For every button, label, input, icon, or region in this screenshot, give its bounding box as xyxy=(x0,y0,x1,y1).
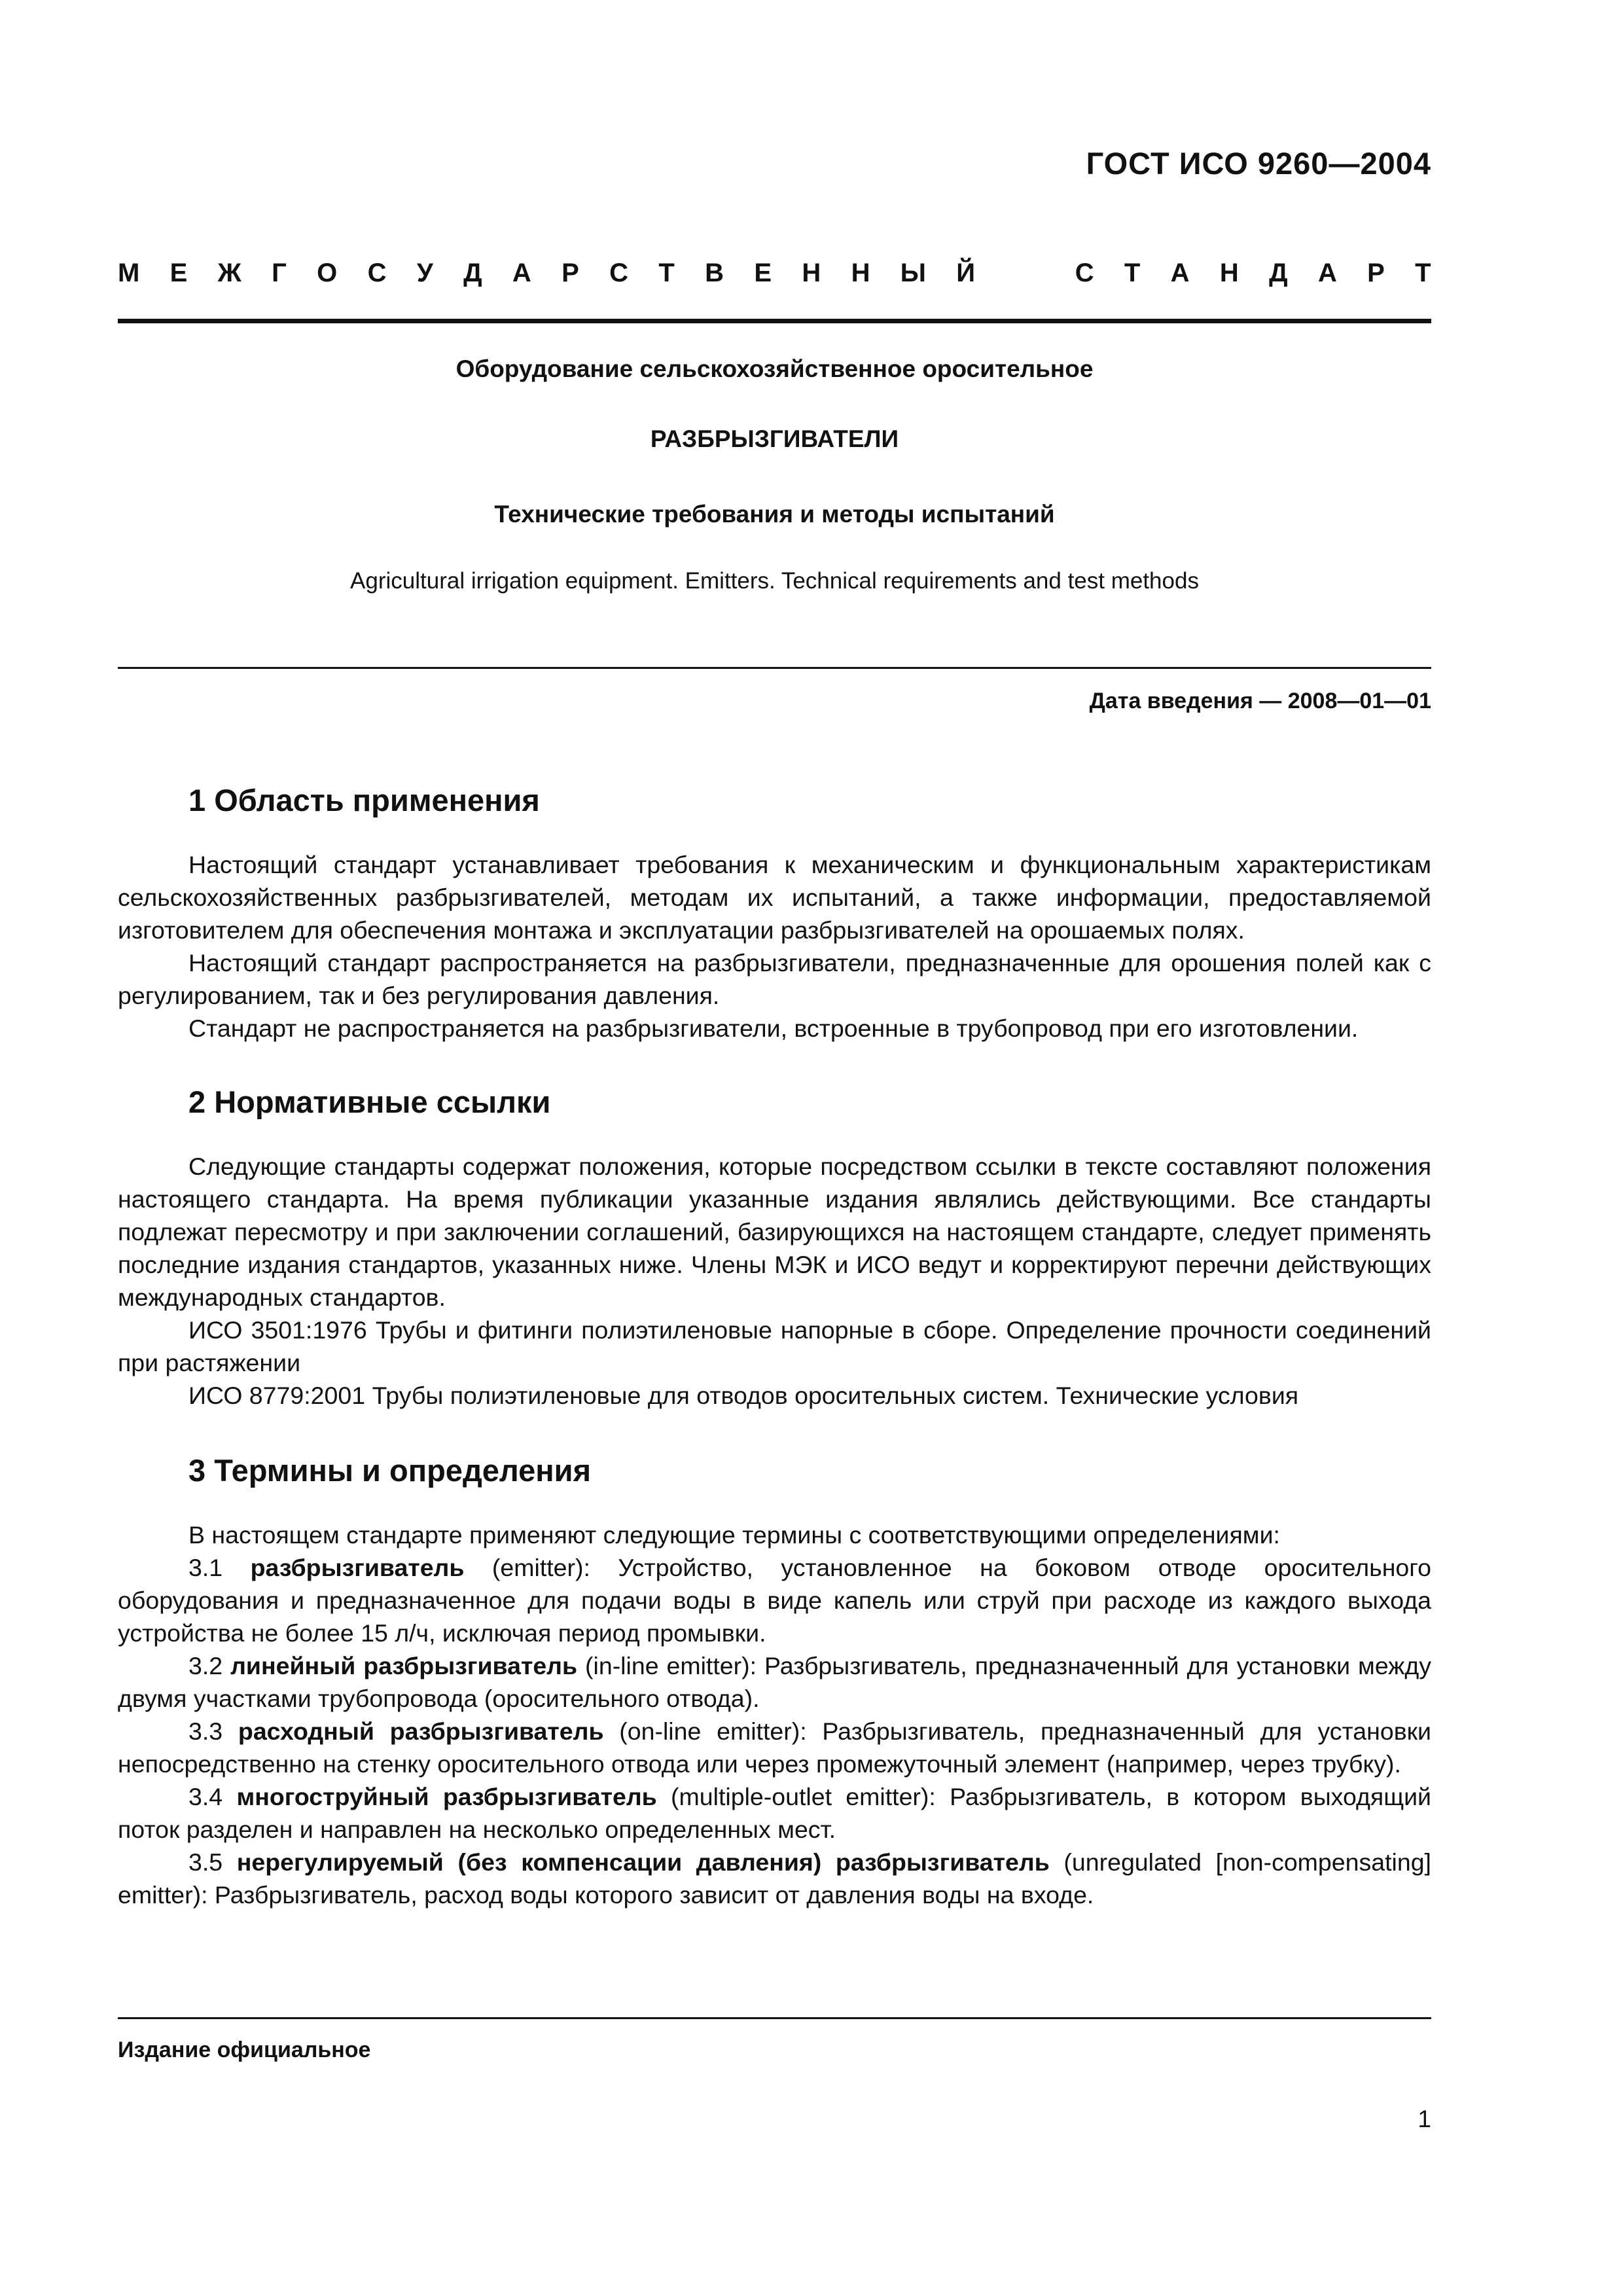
section-3-intro: В настоящем стандарте применяют следующие термины с соответствующими определениями: xyxy=(188,1521,1280,1549)
title-line-3: Технические требования и методы испытаний xyxy=(494,501,1055,528)
standard-type-letter: В xyxy=(705,259,724,287)
term-number: 3.1 xyxy=(188,1554,251,1581)
section-2-reference: ИСО 3501:1976 Трубы и фитинги полиэтиленовые напорные в сборе. Определение прочности соединений при растяжении xyxy=(118,1316,1431,1376)
term-definition xyxy=(118,1780,1431,1846)
official-edition-label: Издание официальное xyxy=(118,2037,371,2062)
standard-type-letter: С xyxy=(1075,259,1094,287)
term-text: (emitter): Устройство, установленное на боковом отводе оросительного оборудования и предназначенное для подачи воды в виде капель или струй при расходе из каждого выхода устройства не более 15 л/ч, исключая период промывки. xyxy=(118,1554,1431,1647)
document-body xyxy=(118,782,1431,1911)
standard-type-letter: А xyxy=(512,259,531,287)
standard-type-letter: Н xyxy=(1219,259,1239,287)
standard-type-letter: Н xyxy=(802,259,821,287)
term-definition xyxy=(118,1715,1431,1780)
title-divider xyxy=(118,667,1431,669)
title-line-1: Оборудование сельскохозяйственное оросительное xyxy=(455,355,1094,382)
standard-type-letter: С xyxy=(609,259,629,287)
term-text: (on-line emitter): Разбрызгиватель, предназначенный для установки непосредственно на стенку оросительного отвода или через промежуточный элемент (например, через трубку). xyxy=(118,1717,1431,1778)
term-number: 3.2 xyxy=(188,1652,231,1679)
standard-type-letter: М xyxy=(118,259,140,287)
document-id: ГОСТ ИСО 9260—2004 xyxy=(1086,146,1431,181)
standard-type-heading xyxy=(118,259,1431,288)
header-divider xyxy=(118,319,1431,323)
section-3-heading: 3 Термины и определения xyxy=(188,1453,591,1488)
standard-type-letter: Т xyxy=(1415,259,1431,287)
page-number: 1 xyxy=(1418,2106,1431,2132)
term-definition xyxy=(118,1649,1431,1715)
section-1-paragraph: Настоящий стандарт устанавливает требования к механическим и функциональным характеристикам сельскохозяйственных разбрызгивателей, методам их испытаний, а также информации, предоставляемой изготовителем для обеспечения монтажа и эксплуатации разбрызгивателей на орошаемых полях. xyxy=(118,851,1431,944)
standard-type-letter: Е xyxy=(754,259,772,287)
footer-divider xyxy=(118,2017,1431,2019)
term-name: нерегулируемый (без компенсации давления) разбрызгиватель xyxy=(236,1848,1050,1876)
introduction-date: Дата введения — 2008—01—01 xyxy=(1089,689,1431,713)
section-2-reference: ИСО 8779:2001 Трубы полиэтиленовые для отводов оросительных систем. Технические условия xyxy=(188,1382,1299,1409)
term-definition xyxy=(118,1846,1431,1911)
standard-type-letter: Й xyxy=(956,259,976,287)
standard-type-letter: А xyxy=(1317,259,1337,287)
term-text: (in-line emitter): Разбрызгиватель, предназначенный для установки между двумя участками трубопровода (оросительного отвода). xyxy=(118,1652,1431,1712)
term-name: разбрызгиватель xyxy=(250,1554,465,1581)
term-text: (multiple-outlet emitter): Разбрызгиватель, в котором выходящий поток разделен и направлен на несколько определенных мест. xyxy=(118,1783,1431,1843)
term-number: 3.4 xyxy=(188,1783,237,1810)
standard-type-letter: Т xyxy=(1124,259,1141,287)
section-1-paragraph: Настоящий стандарт распространяется на разбрызгиватели, предназначенные для орошения полей как с регулированием, так и без регулирования давления. xyxy=(118,949,1431,1009)
standard-type-letter: А xyxy=(1170,259,1190,287)
term-name: расходный разбрызгиватель xyxy=(238,1717,604,1745)
section-1-paragraph: Стандарт не распространяется на разбрызгиватели, встроенные в трубопровод при его изготовлении. xyxy=(188,1014,1359,1042)
section-1-heading: 1 Область применения xyxy=(188,783,540,817)
term-number: 3.3 xyxy=(188,1717,238,1745)
term-name: линейный разбрызгиватель xyxy=(230,1652,578,1679)
standard-type-letter: Д xyxy=(1269,259,1288,287)
term-name: многоструйный разбрызгиватель xyxy=(236,1783,657,1810)
term-definition xyxy=(118,1551,1431,1649)
standard-type-letter: Е xyxy=(169,259,188,287)
standard-type-letter: Д xyxy=(463,259,482,287)
standard-type-letter: Г xyxy=(272,259,287,287)
term-number: 3.5 xyxy=(188,1848,237,1876)
section-2-paragraph: Следующие стандарты содержат положения, которые посредством ссылки в тексте составляют положения настоящего стандарта. На время публикации указанные издания являлись действующими. Все стандарты подлежат пересмотру и при заключении соглашений, базирующихся на настоящем стандарте, следует применять последние издания стандартов, указанных ниже. Члены МЭК и ИСО ведут и корректируют перечни действующих международных стандартов. xyxy=(118,1153,1431,1311)
standard-type-letter: Н xyxy=(851,259,870,287)
standard-type-letter: Р xyxy=(562,259,579,287)
standard-type-letter: У xyxy=(416,259,433,287)
standard-type-letter: Т xyxy=(658,259,675,287)
title-line-2: РАЗБРЫЗГИВАТЕЛИ xyxy=(650,425,899,452)
standard-type-letter: Ы xyxy=(900,259,926,287)
standard-type-letter: Р xyxy=(1367,259,1385,287)
standard-type-letter: Ж xyxy=(217,259,241,287)
standard-type-letter: С xyxy=(367,259,387,287)
standard-type-letter: О xyxy=(317,259,338,287)
title-english: Agricultural irrigation equipment. Emitters. Technical requirements and test methods xyxy=(350,568,1199,594)
word-gap xyxy=(1005,259,1044,288)
section-2-heading: 2 Нормативные ссылки xyxy=(188,1085,551,1119)
term-text: (unregulated [non-compensating] emitter): Разбрызгиватель, расход воды которого зависит от давления воды на входе. xyxy=(118,1848,1431,1909)
